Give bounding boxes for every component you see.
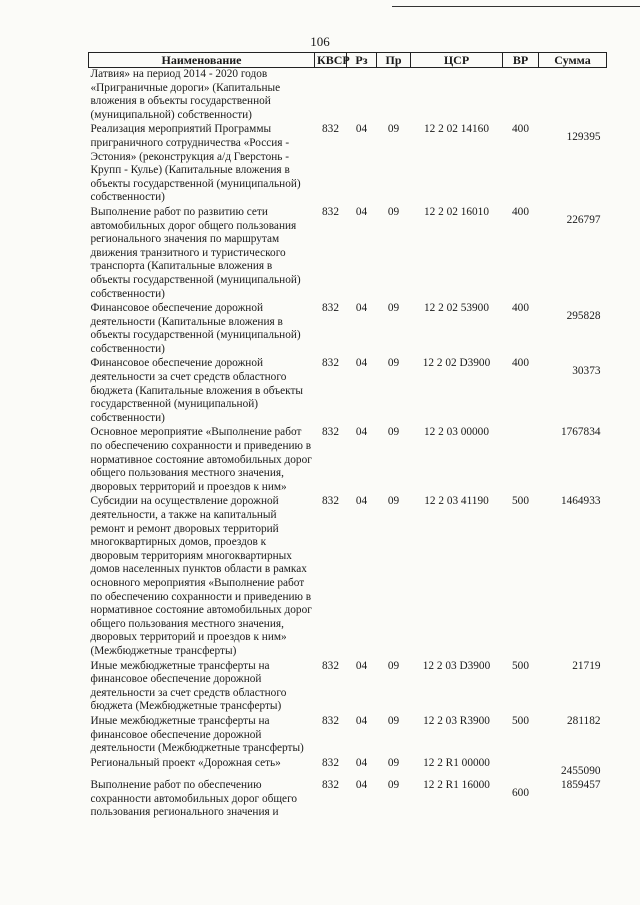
row-rz: 04 (355, 779, 368, 792)
row-name: Выполнение работ по обеспечению сохранности автомобильных дорог общего пользования регионального значения и (90, 779, 298, 819)
top-rule (392, 6, 640, 7)
row-name: Иные межбюджетные трансферты на финансовое обеспечение дорожной деятельности (Межбюджетные трансферты) (90, 714, 304, 755)
budget-table (88, 52, 607, 821)
page-number: 106 (310, 34, 330, 49)
table-row (89, 660, 607, 715)
row-csr: 12 2 02 16010 (424, 205, 489, 218)
row-name: Региональный проект «Дорожная сеть» (90, 756, 281, 769)
row-csr (411, 68, 503, 124)
row-sum: 2455090 (560, 764, 601, 777)
row-vr: 500 (512, 659, 529, 672)
row-vr: 500 (512, 495, 529, 508)
row-kvsr: 832 (322, 357, 339, 370)
row-kvsr: 832 (322, 205, 339, 218)
row-csr: 12 2 02 14160 (424, 123, 489, 136)
row-vr: 400 (512, 205, 529, 218)
row-sum: 129395 (566, 131, 601, 144)
row-sum: 295828 (566, 310, 601, 323)
row-kvsr: 832 (322, 779, 339, 792)
row-rz: 04 (355, 426, 368, 439)
row-csr: 12 2 R1 16000 (423, 779, 490, 792)
row-name: Иные межбюджетные трансферты на финансовое обеспечение дорожной деятельности за счет средств областного бюджета (Межбюджетные трансферты) (90, 659, 287, 713)
row-rz: 04 (355, 714, 368, 727)
row-sum: 21719 (572, 659, 601, 672)
row-vr (503, 426, 539, 495)
table-row (89, 757, 607, 780)
header-kvsr: КВСР (315, 53, 347, 68)
header-sum: Сумма (539, 53, 607, 68)
row-name: Финансовое обеспечение дорожной деятельности (Капитальные вложения в объекты государственной (муниципальной) собственности) (90, 302, 301, 355)
row-name: Выполнение работ по развитию сети автомобильных дорог общего пользования регионального значения по маршрутам движения транзитного и туристического транспорта (Капитальные вложения в объекты государственной (муниципальной) собственности) (90, 205, 301, 300)
row-rz (347, 68, 377, 124)
table-row (89, 495, 607, 659)
row-csr: 12 2 R1 00000 (423, 756, 490, 769)
header-rz: Рз (347, 53, 377, 68)
row-pr (377, 68, 411, 124)
row-kvsr: 832 (322, 123, 339, 136)
row-csr: 12 2 02 D3900 (422, 357, 491, 370)
header-pr: Пр (377, 53, 411, 68)
row-kvsr: 832 (322, 495, 339, 508)
table-row (89, 426, 607, 495)
table-row (89, 779, 607, 821)
row-kvsr: 832 (322, 659, 339, 672)
row-sum: 1464933 (560, 495, 601, 508)
row-rz: 04 (355, 302, 368, 315)
row-rz: 04 (355, 495, 368, 508)
row-kvsr (315, 68, 347, 124)
table-row (89, 715, 607, 757)
row-sum (539, 68, 607, 124)
row-csr: 12 2 02 53900 (424, 302, 489, 315)
row-vr: 500 (512, 714, 529, 727)
table-row (89, 357, 607, 426)
header-csr: ЦСР (411, 53, 503, 68)
row-csr: 12 2 03 R3900 (423, 714, 490, 727)
table-row (89, 206, 607, 302)
row-vr: 400 (512, 357, 529, 370)
row-pr: 09 (387, 357, 400, 370)
row-kvsr: 832 (322, 426, 339, 439)
row-kvsr: 832 (322, 714, 339, 727)
row-pr: 09 (387, 205, 400, 218)
row-pr: 09 (387, 426, 400, 439)
row-kvsr: 832 (322, 302, 339, 315)
row-rz: 04 (355, 205, 368, 218)
row-sum: 1859457 (560, 779, 601, 792)
row-csr: 12 2 03 00000 (424, 426, 489, 439)
row-pr: 09 (387, 123, 400, 136)
header-name: Наименование (89, 53, 315, 68)
table-row (89, 302, 607, 357)
row-vr (503, 68, 539, 124)
row-sum: 1767834 (560, 426, 601, 439)
row-csr: 12 2 03 D3900 (422, 659, 491, 672)
row-csr: 12 2 03 41190 (424, 495, 489, 508)
table-header-row (89, 53, 607, 68)
table-row (89, 123, 607, 206)
row-pr: 09 (387, 779, 400, 792)
row-vr: 600 (512, 787, 529, 800)
row-rz: 04 (355, 357, 368, 370)
row-kvsr: 832 (322, 756, 339, 769)
header-vr: ВР (503, 53, 539, 68)
row-sum: 281182 (567, 714, 601, 727)
row-name: Субсидии на осуществление дорожной деятельности, а также на капитальный ремонт и ремонт дворовых территорий многоквартирных домов, проездов к дворовым территориям многоквартирных домов населенных пунктов области в рамках основного мероприятия «Выполнение работ по обеспечению сохранности и приведению в нормативное состояние автомобильных дорог общего пользования местного значения, дворовых территорий и проездов к ним» (Межбюджетные трансферты) (90, 495, 312, 657)
row-rz: 04 (355, 123, 368, 136)
table-row (89, 68, 607, 124)
row-pr: 09 (387, 302, 400, 315)
row-pr: 09 (387, 756, 400, 769)
row-vr (503, 757, 539, 780)
row-name: Латвия» на период 2014 - 2020 годов «Приграничные дороги» (Капитальные вложения в объекты государственной (муниципальной) собственности) (90, 68, 281, 121)
row-pr: 09 (387, 714, 400, 727)
row-sum: 226797 (566, 213, 601, 226)
row-sum: 30373 (572, 365, 601, 378)
row-name: Реализация мероприятий Программы приграничного сотрудничества «Россия - Эстония» (реконструкция а/д Гверстонь - Крупп - Кулье) (Капитальные вложения в объекты государственной (муниципальной) собственности) (90, 123, 301, 204)
row-pr: 09 (387, 495, 400, 508)
row-vr: 400 (512, 302, 529, 315)
row-vr: 400 (512, 123, 529, 136)
row-name: Основное мероприятие «Выполнение работ по обеспечению сохранности и приведению в нормативное состояние автомобильных дорог общего пользования местного значения, дворовых территорий и проездов к ним» (90, 426, 312, 493)
row-name: Финансовое обеспечение дорожной деятельности за счет средств областного бюджета (Капитальные вложения в объекты государственной (муниципальной) собственности) (90, 357, 303, 424)
row-rz: 04 (355, 659, 368, 672)
row-rz: 04 (355, 756, 368, 769)
row-pr: 09 (387, 659, 400, 672)
